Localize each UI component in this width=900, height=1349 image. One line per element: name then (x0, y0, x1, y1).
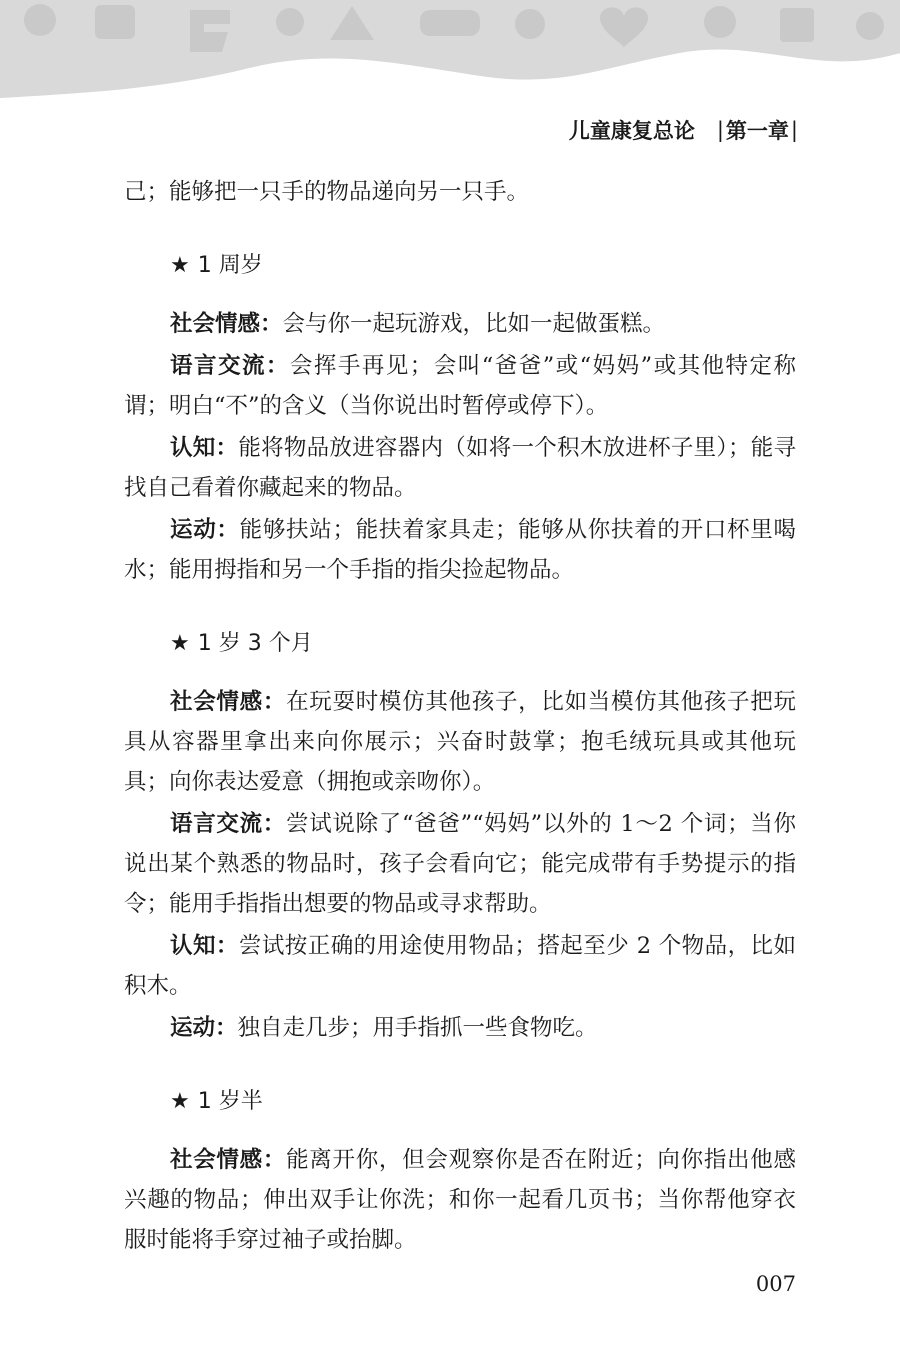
milestone-paragraph (124, 682, 796, 802)
milestone-paragraph (124, 428, 796, 508)
book-title: 儿童康复总论 (568, 119, 695, 143)
section-heading (124, 1082, 796, 1122)
paragraph-label: 运动： (170, 517, 240, 543)
paragraph-label: 语言交流： (170, 811, 286, 837)
paragraph-text: 能离开你，但会观察你是否在附近；向你指出他感兴趣的物品；伸出双手让你洗；和你一起看几页书；当你帮他穿衣服时能将手穿过袖子或抬脚。 (124, 1147, 796, 1253)
paragraph-text: 尝试说除了“爸爸”“妈妈”以外的 1～2 个词；当你说出某个熟悉的物品时，孩子会看向它；能完成带有手势提示的指令；能用手指指出想要的物品或寻求帮助。 (124, 811, 796, 917)
milestone-paragraph (124, 804, 796, 924)
paragraph-label: 社会情感： (170, 311, 283, 337)
paragraph-label: 运动： (170, 1015, 238, 1041)
milestone-paragraph (124, 510, 796, 590)
page-body (124, 172, 796, 1260)
milestone-paragraph (124, 304, 796, 344)
paragraph-label: 社会情感： (170, 689, 287, 715)
milestone-paragraph (124, 926, 796, 1006)
milestone-paragraph (124, 346, 796, 426)
milestone-paragraph (124, 1140, 796, 1260)
paragraph-text: 会挥手再见；会叫“爸爸”或“妈妈”或其他特定称谓；明白“不”的含义（当你说出时暂停或停下）。 (124, 353, 796, 419)
paragraph-label: 认知： (170, 933, 239, 959)
running-header (569, 115, 800, 145)
section-title: 1 岁半 (197, 1089, 263, 1114)
chapter-label: 第一章 (725, 119, 789, 143)
separator-bar: | (790, 118, 798, 142)
continued-paragraph: 己；能够把一只手的物品递向另一只手。 (124, 179, 530, 205)
section-title: 1 周岁 (197, 253, 263, 278)
paragraph-text: 能将物品放进容器内（如将一个积木放进杯子里）；能寻找自己看着你藏起来的物品。 (124, 435, 796, 501)
paragraph-text: 在玩耍时模仿其他孩子，比如当模仿其他孩子把玩具从容器里拿出来向你展示；兴奋时鼓掌；抱毛绒玩具或其他玩具；向你表达爱意（拥抱或亲吻你）。 (124, 689, 796, 795)
paragraph-label: 认知： (170, 435, 239, 461)
milestone-paragraph (124, 1008, 796, 1048)
paragraph-text: 尝试按正确的用途使用物品；搭起至少 2 个物品，比如积木。 (124, 933, 796, 999)
section-heading (124, 624, 796, 664)
separator-bar: | (716, 118, 724, 142)
paragraph-label: 语言交流： (170, 353, 290, 379)
star-icon: ★ (170, 1089, 190, 1114)
star-icon: ★ (170, 631, 190, 656)
page-number: 007 (755, 1272, 796, 1296)
section-heading (124, 246, 796, 286)
section-title: 1 岁 3 个月 (197, 631, 313, 656)
paragraph-text: 能够扶站；能扶着家具走；能够从你扶着的开口杯里喝水；能用拇指和另一个手指的指尖捡起物品。 (124, 517, 796, 583)
paragraph-text: 独自走几步；用手指抓一些食物吃。 (237, 1015, 598, 1041)
header-banner (0, 0, 900, 125)
paragraph-text: 会与你一起玩游戏，比如一起做蛋糕。 (282, 311, 666, 337)
star-icon: ★ (170, 253, 190, 278)
paragraph-label: 社会情感： (170, 1147, 287, 1173)
